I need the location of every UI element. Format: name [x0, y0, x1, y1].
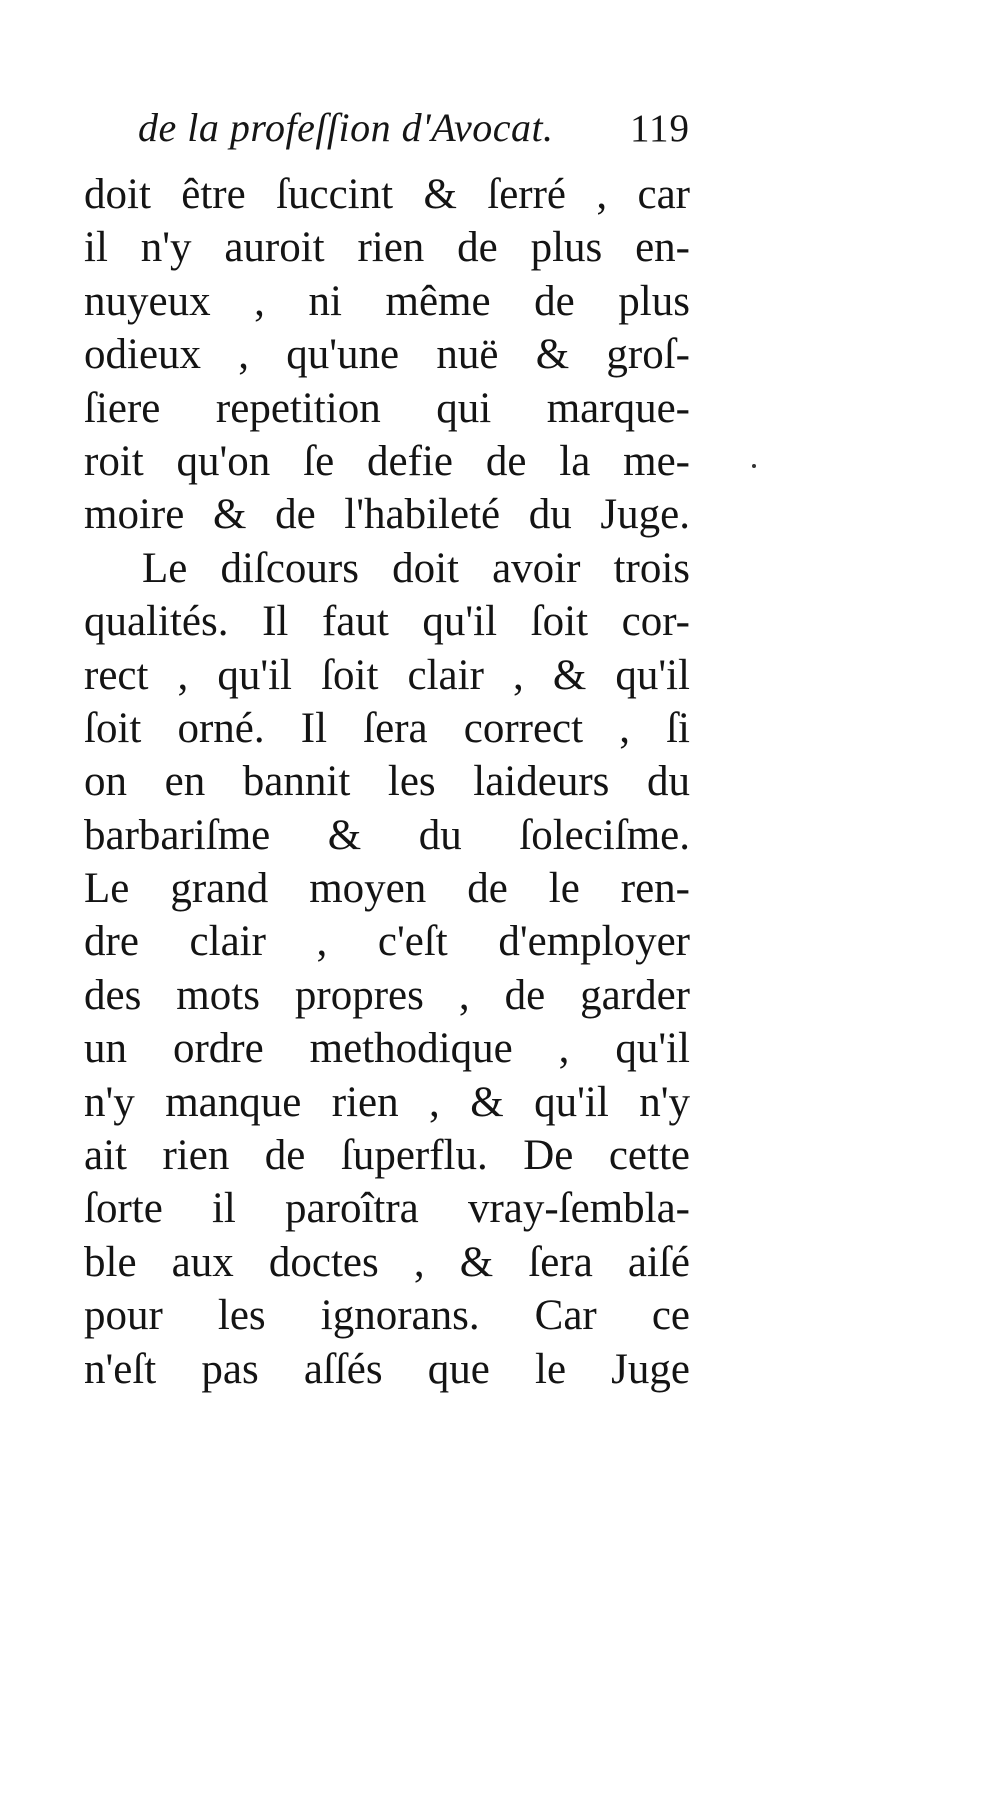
text-line-22: pour les ignorans. Car ce [84, 1292, 690, 1340]
text-line-1: doit être ſuccint & ſerré , car [84, 171, 690, 218]
paper-speck [752, 464, 756, 468]
text-line-20: ſorte il paroîtra vray-ſembla- [84, 1185, 690, 1233]
text-line-19: ait rien de ſuperflu. De cette [84, 1132, 690, 1180]
text-line-7: moire & de l'habileté du Juge. [84, 491, 690, 539]
text-line-5: ſiere repetition qui marque- [84, 384, 690, 432]
text-line-16: des mots propres , de garder [84, 971, 690, 1019]
text-line-17: un ordre methodique , qu'il [84, 1025, 690, 1073]
text-line-12: on en bannit les laideurs du [84, 758, 690, 806]
text-line-21: ble aux doctes , & ſera aiſé [84, 1238, 690, 1286]
body-text [84, 168, 690, 1396]
text-line-23: n'eſt pas aſſés que le Juge [84, 1345, 690, 1393]
text-line-13: barbariſme & du ſoleciſme. [84, 811, 690, 859]
text-line-9: qualités. Il faut qu'il ſoit cor- [84, 598, 690, 646]
text-line-8: Le diſcours doit avoir trois [142, 544, 690, 592]
page-number: 119 [629, 107, 690, 150]
text-line-2: il n'y auroit rien de plus en- [84, 224, 690, 272]
text-line-18: n'y manque rien , & qu'il n'y [84, 1078, 690, 1126]
text-line-11: ſoit orné. Il ſera correct , ſi [84, 704, 690, 752]
text-line-10: rect , qu'il ſoit clair , & qu'il [84, 651, 690, 699]
text-line-15: dre clair , c'eſt d'employer [84, 918, 690, 966]
running-title: de la profeſſion d'Avocat. [138, 105, 554, 150]
text-line-6: roit qu'on ſe defie de la me- [84, 437, 690, 485]
text-line-3: nuyeux , ni même de plus [84, 277, 690, 325]
running-head [138, 104, 690, 160]
text-line-14: Le grand moyen de le ren- [84, 865, 690, 913]
text-line-4: odieux , qu'une nuë & groſ- [84, 331, 690, 379]
